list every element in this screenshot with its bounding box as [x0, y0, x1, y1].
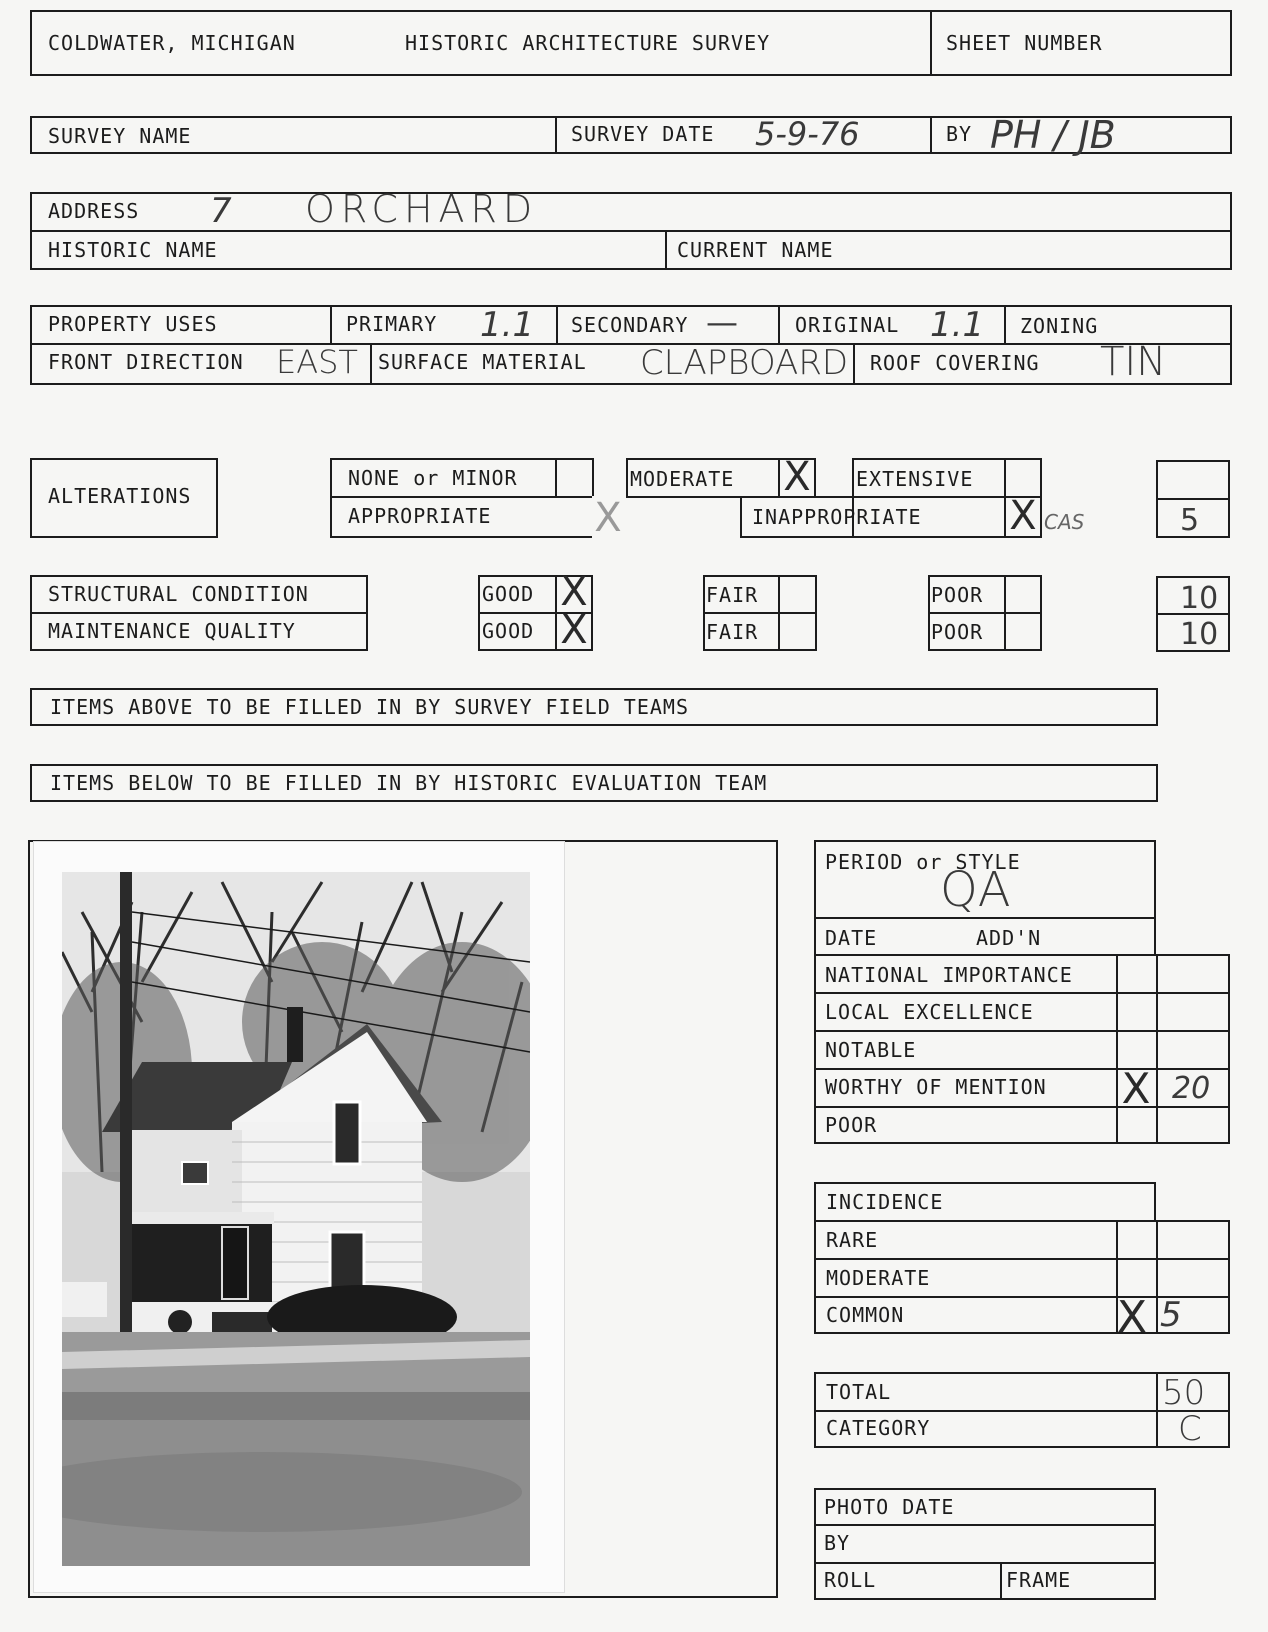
- surface-material-label: SURFACE MATERIAL: [378, 350, 587, 374]
- survey-by-label: BY: [946, 122, 973, 146]
- primary-label: PRIMARY: [346, 312, 438, 336]
- address-number: 7: [210, 191, 232, 231]
- worthy-score: 20: [1172, 1071, 1211, 1106]
- addn-label: ADD'N: [976, 926, 1042, 950]
- roof-covering-label: ROOF COVERING: [870, 351, 1040, 375]
- city-label: COLDWATER, MICHIGAN: [48, 31, 296, 55]
- prop-div-5: [370, 343, 372, 385]
- none-minor-mid: [330, 496, 592, 498]
- prop-div-4: [1004, 305, 1006, 343]
- incidence-label: INCIDENCE: [826, 1190, 944, 1214]
- worthy-check: X: [1121, 1064, 1151, 1113]
- name-divider: [665, 230, 667, 270]
- fair-maintenance: FAIR: [706, 620, 759, 644]
- notable-label: NOTABLE: [825, 1038, 917, 1062]
- banner-above: ITEMS ABOVE TO BE FILLED IN BY SURVEY FIELD TEAMS: [50, 695, 690, 719]
- survey-right-edge: [1230, 116, 1232, 154]
- property-row-divider: [30, 343, 1232, 345]
- frame-label: FRAME: [1006, 1568, 1072, 1592]
- national-label: NATIONAL IMPORTANCE: [825, 963, 1073, 987]
- worthy-label: WORTHY OF MENTION: [825, 1075, 1047, 1099]
- photo-frame-left: [28, 840, 30, 1598]
- local-label: LOCAL EXCELLENCE: [825, 1000, 1034, 1024]
- photo-info-row-2: [814, 1562, 1156, 1564]
- survey-name-label: SURVEY NAME: [48, 124, 192, 148]
- poor-maintenance: POOR: [931, 620, 984, 644]
- address-label: ADDRESS: [48, 199, 140, 223]
- total-value: 50: [1162, 1373, 1206, 1413]
- maintenance-label: MAINTENANCE QUALITY: [48, 619, 296, 643]
- poor-div: [1004, 575, 1006, 651]
- structural-score: 10: [1180, 581, 1219, 616]
- prop-div-1: [330, 305, 332, 343]
- fair-div: [778, 575, 780, 651]
- house-photo: [62, 872, 530, 1566]
- survey-divider-1: [555, 116, 557, 154]
- prop-div-3: [778, 305, 780, 343]
- inappropriate-label: INAPPROPRIATE: [752, 505, 922, 529]
- house-photo-image: [62, 872, 530, 1566]
- common-label: COMMON: [826, 1303, 905, 1327]
- front-direction-label: FRONT DIRECTION: [48, 350, 244, 374]
- importance-row-2: [814, 1030, 1230, 1032]
- good-maintenance-check: X: [560, 607, 588, 653]
- good-structural: GOOD: [482, 582, 535, 606]
- prop-div-6: [853, 343, 855, 385]
- none-minor-check-div: [555, 458, 557, 496]
- survey-left-edge: [30, 116, 32, 154]
- address-street: ORCHARD: [305, 187, 539, 231]
- historic-name-label: HISTORIC NAME: [48, 238, 218, 262]
- inappropriate-check: X: [1009, 493, 1037, 539]
- prop-div-2: [556, 305, 558, 343]
- good-structural-check: X: [560, 569, 588, 615]
- zoning-label: ZONING: [1020, 314, 1099, 338]
- condition-mid: [30, 612, 368, 614]
- importance-row-4: [814, 1106, 1230, 1108]
- common-score: 5: [1160, 1295, 1182, 1335]
- category-value: C: [1178, 1409, 1202, 1449]
- incidence-moderate-label: MODERATE: [826, 1266, 931, 1290]
- alterations-score: 5: [1180, 503, 1200, 538]
- photo-date-label: PHOTO DATE: [824, 1495, 955, 1519]
- none-minor-label: NONE or MINOR: [348, 466, 518, 490]
- period-label: PERIOD or STYLE: [825, 850, 1021, 874]
- alterations-note: CAS: [1044, 510, 1085, 534]
- survey-date-value: 5-9-76: [755, 115, 860, 153]
- importance-row-1: [814, 992, 1230, 994]
- common-check: X: [1116, 1292, 1148, 1343]
- total-label: TOTAL: [826, 1380, 892, 1404]
- current-name-label: CURRENT NAME: [677, 238, 834, 262]
- fair-mid: [703, 612, 817, 614]
- survey-date-label: SURVEY DATE: [571, 122, 715, 146]
- structural-label: STRUCTURAL CONDITION: [48, 582, 309, 606]
- alterations-label: ALTERATIONS: [48, 484, 192, 508]
- photo-frame-bottom: [28, 1596, 778, 1598]
- original-label: ORIGINAL: [795, 313, 900, 337]
- surface-material-value: CLAPBOARD: [640, 343, 849, 383]
- poor-structural: POOR: [931, 583, 984, 607]
- none-minor-right: [592, 458, 594, 496]
- importance-col-2: [1156, 954, 1158, 1144]
- primary-value: 1.1: [480, 305, 535, 345]
- appropriate-label: APPROPRIATE: [348, 504, 492, 528]
- appropriate-check: X: [594, 495, 622, 541]
- photo-by-label: BY: [824, 1531, 851, 1555]
- roll-label: ROLL: [824, 1568, 877, 1592]
- period-value: QA: [940, 862, 1011, 918]
- survey-divider-2: [930, 116, 932, 154]
- importance-col-1: [1116, 954, 1118, 1144]
- property-uses-label: PROPERTY USES: [48, 312, 218, 336]
- survey-title: HISTORIC ARCHITECTURE SURVEY: [405, 31, 771, 55]
- poor-label: POOR: [825, 1113, 878, 1137]
- maintenance-score: 10: [1180, 617, 1219, 652]
- banner-below-right: [1156, 764, 1158, 802]
- incidence-col-2: [1156, 1220, 1158, 1334]
- poor-mid: [928, 612, 1042, 614]
- importance-row-3: [814, 1068, 1230, 1070]
- header-divider: [930, 10, 932, 76]
- alterations-score-mid: [1156, 498, 1230, 500]
- moderate-label: MODERATE: [630, 467, 735, 491]
- roof-covering-value: TIN: [1100, 339, 1167, 385]
- banner-above-right: [1156, 688, 1158, 726]
- category-label: CATEGORY: [826, 1416, 931, 1440]
- photo-info-row-1: [814, 1524, 1156, 1526]
- rare-label: RARE: [826, 1228, 879, 1252]
- moderate-check: X: [783, 454, 811, 500]
- extensive-label: EXTENSIVE: [856, 467, 974, 491]
- good-maintenance: GOOD: [482, 619, 535, 643]
- survey-by-value: PH / JB: [990, 113, 1116, 157]
- original-value: 1.1: [930, 305, 985, 345]
- fair-structural: FAIR: [706, 583, 759, 607]
- banner-below: ITEMS BELOW TO BE FILLED IN BY HISTORIC EVALUATION TEAM: [50, 771, 768, 795]
- secondary-value: —: [706, 303, 738, 341]
- front-direction-value: EAST: [276, 343, 358, 381]
- roll-frame-div: [1000, 1562, 1002, 1600]
- secondary-label: SECONDARY: [571, 313, 689, 337]
- date-label: DATE: [825, 926, 878, 950]
- incidence-row-1: [814, 1258, 1230, 1260]
- sheet-number-label: SHEET NUMBER: [946, 31, 1103, 55]
